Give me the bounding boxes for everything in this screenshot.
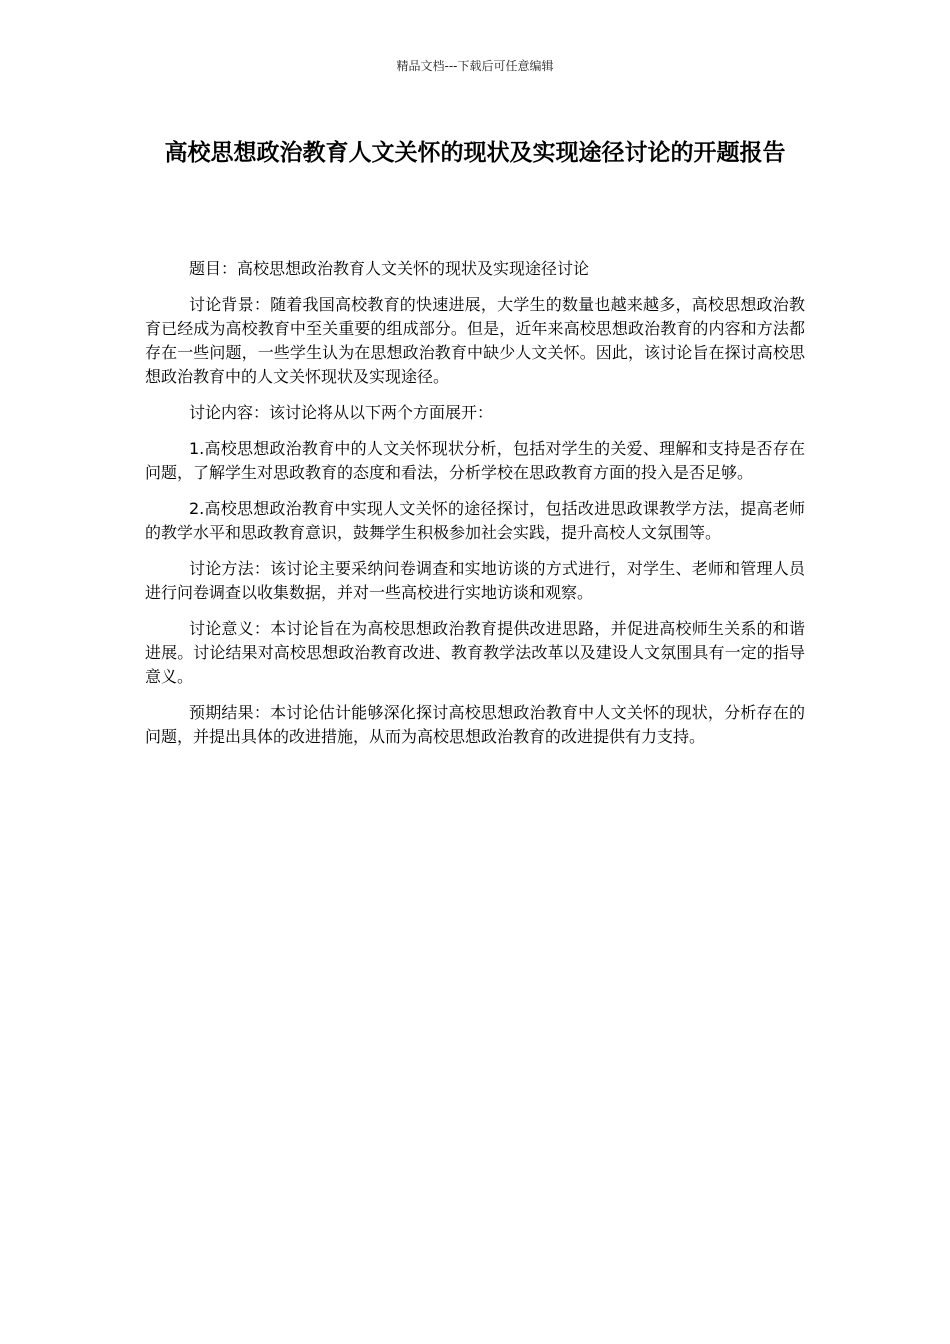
paragraph-content-item-1: 1.高校思想政治教育中的人文关怀现状分析，包括对学生的关爱、理解和支持是否存在问题，了解学生对思政教育的态度和看法，分析学校在思政教育方面的投入是否足够。 bbox=[145, 439, 805, 482]
paragraph-background: 讨论背景：随着我国高校教育的快速进展，大学生的数量也越来越多，高校思想政治教育已经成为高校教育中至关重要的组成部分。但是，近年来高校思想政治教育的内容和方法都存在一些问题，一些学生认为在思想政治教育中缺少人文关怀。因此，该讨论旨在探讨高校思想政治教育中的人文关怀现状及实现途径。 bbox=[145, 295, 805, 386]
document-title: 高校思想政治教育人文关怀的现状及实现途径讨论的开题报告 bbox=[164, 140, 786, 166]
header-note: 精品文档---下载后可任意编辑 bbox=[396, 59, 554, 73]
paragraph-content-intro: 讨论内容：该讨论将从以下两个方面展开： bbox=[189, 403, 494, 422]
paragraph-expected-results: 预期结果：本讨论估计能够深化探讨高校思想政治教育中人文关怀的现状，分析存在的问题，并提出具体的改进措施，从而为高校思想政治教育的改进提供有力支持。 bbox=[145, 703, 805, 746]
paragraph-significance: 讨论意义：本讨论旨在为高校思想政治教育提供改进思路，并促进高校师生关系的和谐进展。讨论结果对高校思想政治教育改进、教育教学法改革以及建设人文氛围具有一定的指导意义。 bbox=[145, 619, 805, 686]
document-body bbox=[145, 257, 805, 761]
paragraph-topic: 题目：高校思想政治教育人文关怀的现状及实现途径讨论 bbox=[189, 259, 590, 278]
paragraph-content-item-2: 2.高校思想政治教育中实现人文关怀的途径探讨，包括改进思政课教学方法，提高老师的教学水平和思政教育意识，鼓舞学生积极参加社会实践，提升高校人文氛围等。 bbox=[145, 499, 805, 542]
paragraph-method: 讨论方法：该讨论主要采纳问卷调查和实地访谈的方式进行，对学生、老师和管理人员进行问卷调查以收集数据，并对一些高校进行实地访谈和观察。 bbox=[145, 559, 805, 602]
